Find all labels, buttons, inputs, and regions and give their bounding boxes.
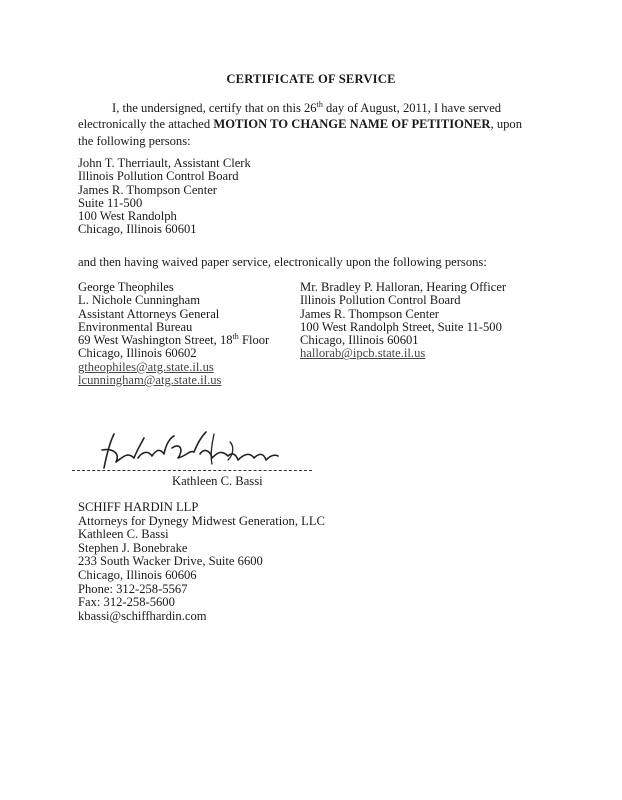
left-contact-block bbox=[78, 281, 269, 387]
firm-line: 233 South Wacker Drive, Suite 6600 bbox=[78, 554, 263, 569]
contact-city: Chicago, Illinois 60602 bbox=[78, 346, 197, 361]
contact-bureau: Environmental Bureau bbox=[78, 319, 193, 334]
signature-area bbox=[72, 428, 332, 488]
firm-fax: Fax: 312-258-5600 bbox=[78, 595, 175, 610]
intro-tail: , upon the following persons: bbox=[78, 117, 523, 148]
contact-role: Assistant Attorneys General bbox=[78, 306, 220, 321]
intro-paragraph bbox=[78, 100, 528, 149]
firm-phone: Phone: 312-258-5567 bbox=[78, 581, 188, 596]
recipient-line: Illinois Pollution Control Board bbox=[78, 169, 239, 184]
contact-attorney: L. Nichole Cunningham bbox=[78, 293, 201, 308]
right-contact-block bbox=[300, 281, 506, 361]
document-title: CERTIFICATE OF SERVICE bbox=[226, 72, 396, 86]
email-link[interactable]: hallorab@ipcb.state.il.us bbox=[300, 346, 426, 361]
contact-city: Chicago, Illinois 60601 bbox=[300, 333, 419, 348]
contact-center: James R. Thompson Center bbox=[300, 306, 439, 321]
intro-middle: day of August, 2011, I have served electronically the attached bbox=[78, 101, 502, 132]
contact-street bbox=[78, 334, 269, 347]
intro-day-suffix: th bbox=[316, 99, 323, 109]
signature-icon bbox=[94, 428, 294, 476]
primary-recipient-block bbox=[78, 157, 251, 237]
firm-line: Kathleen C. Bassi bbox=[78, 527, 169, 542]
contact-name: Mr. Bradley P. Halloran, Hearing Officer bbox=[300, 280, 507, 294]
contact-board: Illinois Pollution Control Board bbox=[300, 293, 461, 308]
firm-line: Attorneys for Dynegy Midwest Generation, LLC bbox=[78, 513, 325, 528]
firm-line: Stephen J. Bonebrake bbox=[78, 540, 188, 555]
recipient-line: James R. Thompson Center bbox=[78, 182, 217, 197]
firm-line: Chicago, Illinois 60606 bbox=[78, 567, 197, 582]
waived-service-line: and then having waived paper service, electronically upon the following persons: bbox=[78, 255, 487, 269]
recipient-line: Suite 11-500 bbox=[78, 195, 143, 210]
recipient-line: Chicago, Illinois 60601 bbox=[78, 222, 197, 237]
recipient-line: John T. Therriault, Assistant Clerk bbox=[78, 156, 251, 170]
email-link[interactable]: lcunningham@atg.state.il.us bbox=[78, 373, 222, 388]
contact-name: George Theophiles bbox=[78, 280, 174, 294]
contact-street: 100 West Randolph Street, Suite 11-500 bbox=[300, 319, 502, 334]
street-lead: 69 West Washington Street, 18 bbox=[78, 333, 233, 348]
street-tail: Floor bbox=[238, 333, 270, 348]
intro-lead: I, the undersigned, certify that on this 26 bbox=[112, 101, 317, 115]
signature-line bbox=[72, 470, 312, 471]
email-link[interactable]: gtheophiles@atg.state.il.us bbox=[78, 359, 214, 374]
signer-name: Kathleen C. Bassi bbox=[172, 474, 263, 488]
firm-email[interactable]: kbassi@schiffhardin.com bbox=[78, 608, 207, 623]
firm-block bbox=[78, 501, 325, 623]
recipient-line: 100 West Randolph bbox=[78, 209, 177, 224]
firm-line: SCHIFF HARDIN LLP bbox=[78, 500, 199, 514]
motion-title: MOTION TO CHANGE NAME OF PETITIONER bbox=[213, 117, 491, 132]
street-suffix: th bbox=[232, 332, 239, 341]
